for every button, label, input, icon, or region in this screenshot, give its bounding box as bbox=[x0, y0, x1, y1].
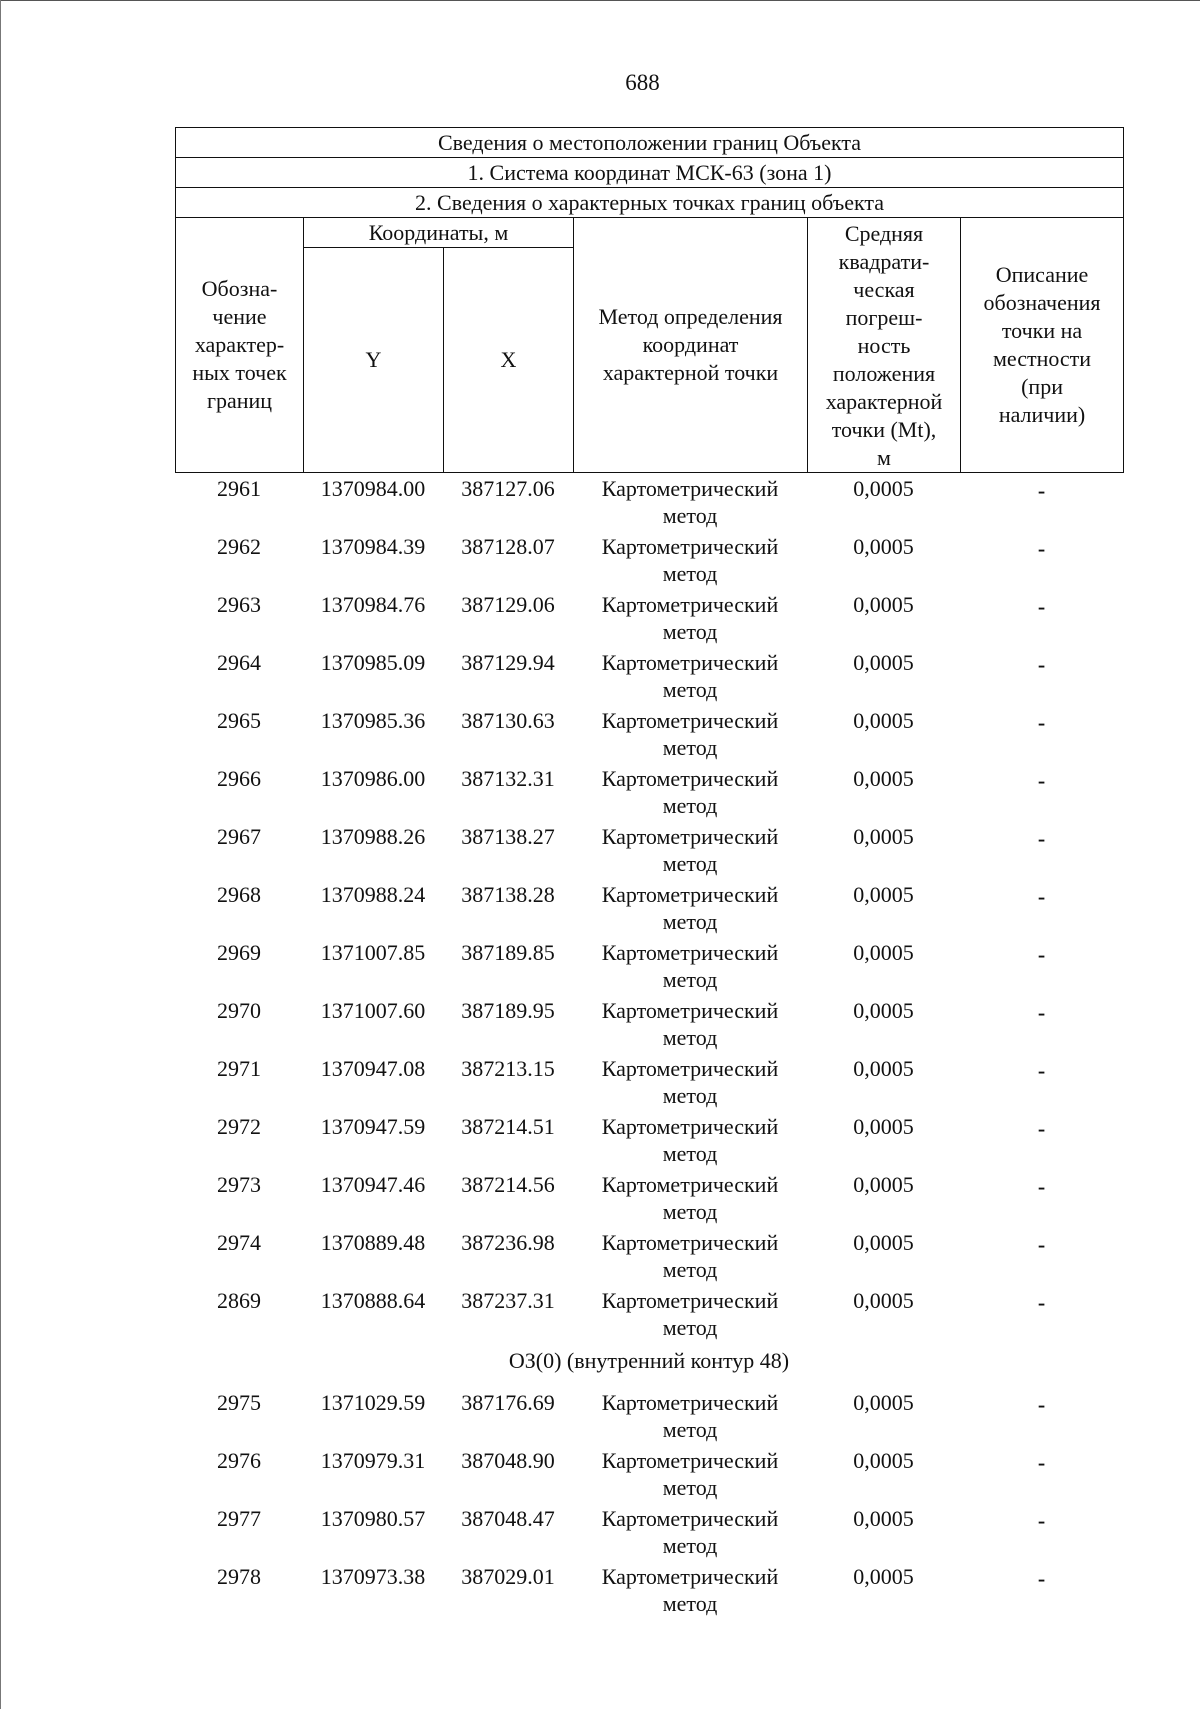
col-x: X bbox=[444, 248, 574, 473]
coord-x-cell: 387213.15 bbox=[461, 1056, 555, 1081]
point-id-cell: 2971 bbox=[217, 1056, 261, 1081]
description-cell: - bbox=[1037, 1392, 1046, 1417]
description-cell: - bbox=[1037, 826, 1046, 851]
error-cell: 0,0005 bbox=[853, 1506, 914, 1531]
table-row bbox=[175, 1447, 1123, 1505]
coord-y-cell: 1370988.24 bbox=[320, 882, 426, 907]
description-cell: - bbox=[1037, 478, 1046, 503]
coord-x-cell: 387048.47 bbox=[461, 1506, 555, 1531]
coord-x-cell: 387029.01 bbox=[461, 1564, 555, 1589]
method-cell: Картометрический метод bbox=[601, 998, 779, 1050]
point-id-cell: 2978 bbox=[217, 1564, 261, 1589]
point-id-cell: 2973 bbox=[217, 1172, 261, 1197]
method-cell: Картометрический метод bbox=[601, 1230, 779, 1282]
coord-x-cell: 387129.94 bbox=[461, 650, 555, 675]
point-id-cell: 2964 bbox=[217, 650, 261, 675]
coord-x-cell: 387189.85 bbox=[461, 940, 555, 965]
error-cell: 0,0005 bbox=[853, 1448, 914, 1473]
point-id-cell: 2967 bbox=[217, 824, 261, 849]
point-id-cell: 2970 bbox=[217, 998, 261, 1023]
col-error: Средняя квадрати- ческая погреш- ность положения характерной точки (Mt), м bbox=[808, 218, 961, 473]
coord-y-cell: 1370984.76 bbox=[320, 592, 426, 617]
method-cell: Картометрический метод bbox=[601, 1506, 779, 1558]
error-cell: 0,0005 bbox=[853, 476, 914, 501]
coord-y-cell: 1371007.60 bbox=[320, 998, 426, 1023]
error-cell: 0,0005 bbox=[853, 1390, 914, 1415]
coord-y-cell: 1370984.00 bbox=[320, 476, 426, 501]
description-cell: - bbox=[1037, 768, 1046, 793]
coord-y-cell: 1370980.57 bbox=[320, 1506, 426, 1531]
scan-edge-top bbox=[0, 0, 1200, 1]
error-cell: 0,0005 bbox=[853, 1288, 914, 1313]
point-id-cell: 2966 bbox=[217, 766, 261, 791]
table-row bbox=[175, 649, 1123, 707]
error-cell: 0,0005 bbox=[853, 534, 914, 559]
description-cell: - bbox=[1037, 1290, 1046, 1315]
method-cell: Картометрический метод bbox=[601, 476, 779, 528]
point-id-cell: 2976 bbox=[217, 1448, 261, 1473]
method-cell: Картометрический метод bbox=[601, 766, 779, 818]
table-row bbox=[175, 997, 1123, 1055]
point-id-cell: 2972 bbox=[217, 1114, 261, 1139]
table-row bbox=[175, 1563, 1123, 1621]
description-cell: - bbox=[1037, 536, 1046, 561]
table-row bbox=[175, 475, 1123, 533]
description-cell: - bbox=[1037, 1566, 1046, 1591]
coord-y-cell: 1371007.85 bbox=[320, 940, 426, 965]
table-row bbox=[175, 1389, 1123, 1447]
error-cell: 0,0005 bbox=[853, 998, 914, 1023]
col-designation: Обозна- чение характер- ных точек границ bbox=[176, 218, 304, 473]
table-row bbox=[175, 1229, 1123, 1287]
coord-x-cell: 387132.31 bbox=[461, 766, 555, 791]
coord-x-cell: 387129.06 bbox=[461, 592, 555, 617]
point-id-cell: 2961 bbox=[217, 476, 261, 501]
description-cell: - bbox=[1037, 942, 1046, 967]
method-cell: Картометрический метод bbox=[601, 708, 779, 760]
coord-x-cell: 387130.63 bbox=[461, 708, 555, 733]
description-cell: - bbox=[1037, 1232, 1046, 1257]
coord-x-cell: 387048.90 bbox=[461, 1448, 555, 1473]
error-cell: 0,0005 bbox=[853, 1230, 914, 1255]
description-cell: - bbox=[1037, 884, 1046, 909]
error-cell: 0,0005 bbox=[853, 882, 914, 907]
coord-y-cell: 1370888.64 bbox=[320, 1288, 426, 1313]
col-method: Метод определения координат характерной точки bbox=[574, 218, 808, 473]
description-cell: - bbox=[1037, 652, 1046, 677]
coord-y-cell: 1370947.59 bbox=[320, 1114, 426, 1139]
table-row bbox=[175, 881, 1123, 939]
coord-x-cell: 387176.69 bbox=[461, 1390, 555, 1415]
method-cell: Картометрический метод bbox=[601, 534, 779, 586]
description-cell: - bbox=[1037, 1508, 1046, 1533]
table-row bbox=[175, 823, 1123, 881]
description-cell: - bbox=[1037, 710, 1046, 735]
description-cell: - bbox=[1037, 1450, 1046, 1475]
point-id-cell: 2869 bbox=[217, 1288, 261, 1313]
description-cell: - bbox=[1037, 594, 1046, 619]
page-number: 688 bbox=[625, 70, 660, 95]
point-id-cell: 2977 bbox=[217, 1506, 261, 1531]
coordinates-data-table bbox=[175, 475, 1123, 1621]
coord-x-cell: 387237.31 bbox=[461, 1288, 555, 1313]
error-cell: 0,0005 bbox=[853, 1114, 914, 1139]
table-row bbox=[175, 1287, 1123, 1345]
method-cell: Картометрический метод bbox=[601, 1114, 779, 1166]
method-cell: Картометрический метод bbox=[601, 882, 779, 934]
coord-x-cell: 387214.56 bbox=[461, 1172, 555, 1197]
section-title: 2. Сведения о характерных точках границ объекта bbox=[176, 188, 1124, 218]
method-cell: Картометрический метод bbox=[601, 650, 779, 702]
coord-x-cell: 387214.51 bbox=[461, 1114, 555, 1139]
table-row bbox=[175, 533, 1123, 591]
coord-x-cell: 387138.28 bbox=[461, 882, 555, 907]
method-cell: Картометрический метод bbox=[601, 1564, 779, 1616]
method-cell: Картометрический метод bbox=[601, 824, 779, 876]
error-cell: 0,0005 bbox=[853, 592, 914, 617]
point-id-cell: 2974 bbox=[217, 1230, 261, 1255]
table-row bbox=[175, 1055, 1123, 1113]
description-cell: - bbox=[1037, 1000, 1046, 1025]
coord-x-cell: 387236.98 bbox=[461, 1230, 555, 1255]
error-cell: 0,0005 bbox=[853, 1056, 914, 1081]
coord-y-cell: 1371029.59 bbox=[320, 1390, 426, 1415]
coordinate-system: 1. Система координат МСК-63 (зона 1) bbox=[176, 158, 1124, 188]
coord-y-cell: 1370988.26 bbox=[320, 824, 426, 849]
table-title: Сведения о местоположении границ Объекта bbox=[176, 128, 1124, 158]
error-cell: 0,0005 bbox=[853, 824, 914, 849]
coord-y-cell: 1370947.08 bbox=[320, 1056, 426, 1081]
coord-x-cell: 387138.27 bbox=[461, 824, 555, 849]
method-cell: Картометрический метод bbox=[601, 1172, 779, 1224]
table-row bbox=[175, 765, 1123, 823]
error-cell: 0,0005 bbox=[853, 766, 914, 791]
error-cell: 0,0005 bbox=[853, 1172, 914, 1197]
coord-y-cell: 1370973.38 bbox=[320, 1564, 426, 1589]
method-cell: Картометрический метод bbox=[601, 1390, 779, 1442]
coord-y-cell: 1370947.46 bbox=[320, 1172, 426, 1197]
method-cell: Картометрический метод bbox=[601, 940, 779, 992]
method-cell: Картометрический метод bbox=[601, 1288, 779, 1340]
table-row bbox=[175, 939, 1123, 997]
method-cell: Картометрический метод bbox=[601, 1056, 779, 1108]
table-row bbox=[175, 1113, 1123, 1171]
coord-y-cell: 1370889.48 bbox=[320, 1230, 426, 1255]
coordinates-header-table bbox=[175, 127, 1124, 473]
coord-y-cell: 1370985.09 bbox=[320, 650, 426, 675]
description-cell: - bbox=[1037, 1116, 1046, 1141]
point-id-cell: 2968 bbox=[217, 882, 261, 907]
col-coordinates: Координаты, м bbox=[304, 218, 574, 248]
subsection-label: ОЗ(0) (внутренний контур 48) bbox=[508, 1348, 790, 1373]
coord-x-cell: 387128.07 bbox=[461, 534, 555, 559]
error-cell: 0,0005 bbox=[853, 650, 914, 675]
coord-y-cell: 1370986.00 bbox=[320, 766, 426, 791]
coord-x-cell: 387189.95 bbox=[461, 998, 555, 1023]
point-id-cell: 2963 bbox=[217, 592, 261, 617]
point-id-cell: 2962 bbox=[217, 534, 261, 559]
error-cell: 0,0005 bbox=[853, 940, 914, 965]
table-row bbox=[175, 1171, 1123, 1229]
col-description: Описание обозначения точки на местности (при наличии) bbox=[961, 218, 1124, 473]
coord-y-cell: 1370984.39 bbox=[320, 534, 426, 559]
error-cell: 0,0005 bbox=[853, 1564, 914, 1589]
description-cell: - bbox=[1037, 1174, 1046, 1199]
method-cell: Картометрический метод bbox=[601, 1448, 779, 1500]
description-cell: - bbox=[1037, 1058, 1046, 1083]
point-id-cell: 2975 bbox=[217, 1390, 261, 1415]
coord-y-cell: 1370979.31 bbox=[320, 1448, 426, 1473]
scan-edge-left bbox=[0, 0, 1, 1709]
coord-y-cell: 1370985.36 bbox=[320, 708, 426, 733]
table-row bbox=[175, 707, 1123, 765]
point-id-cell: 2965 bbox=[217, 708, 261, 733]
method-cell: Картометрический метод bbox=[601, 592, 779, 644]
col-y: Y bbox=[304, 248, 444, 473]
table-row bbox=[175, 591, 1123, 649]
point-id-cell: 2969 bbox=[217, 940, 261, 965]
error-cell: 0,0005 bbox=[853, 708, 914, 733]
coord-x-cell: 387127.06 bbox=[461, 476, 555, 501]
table-row bbox=[175, 1505, 1123, 1563]
